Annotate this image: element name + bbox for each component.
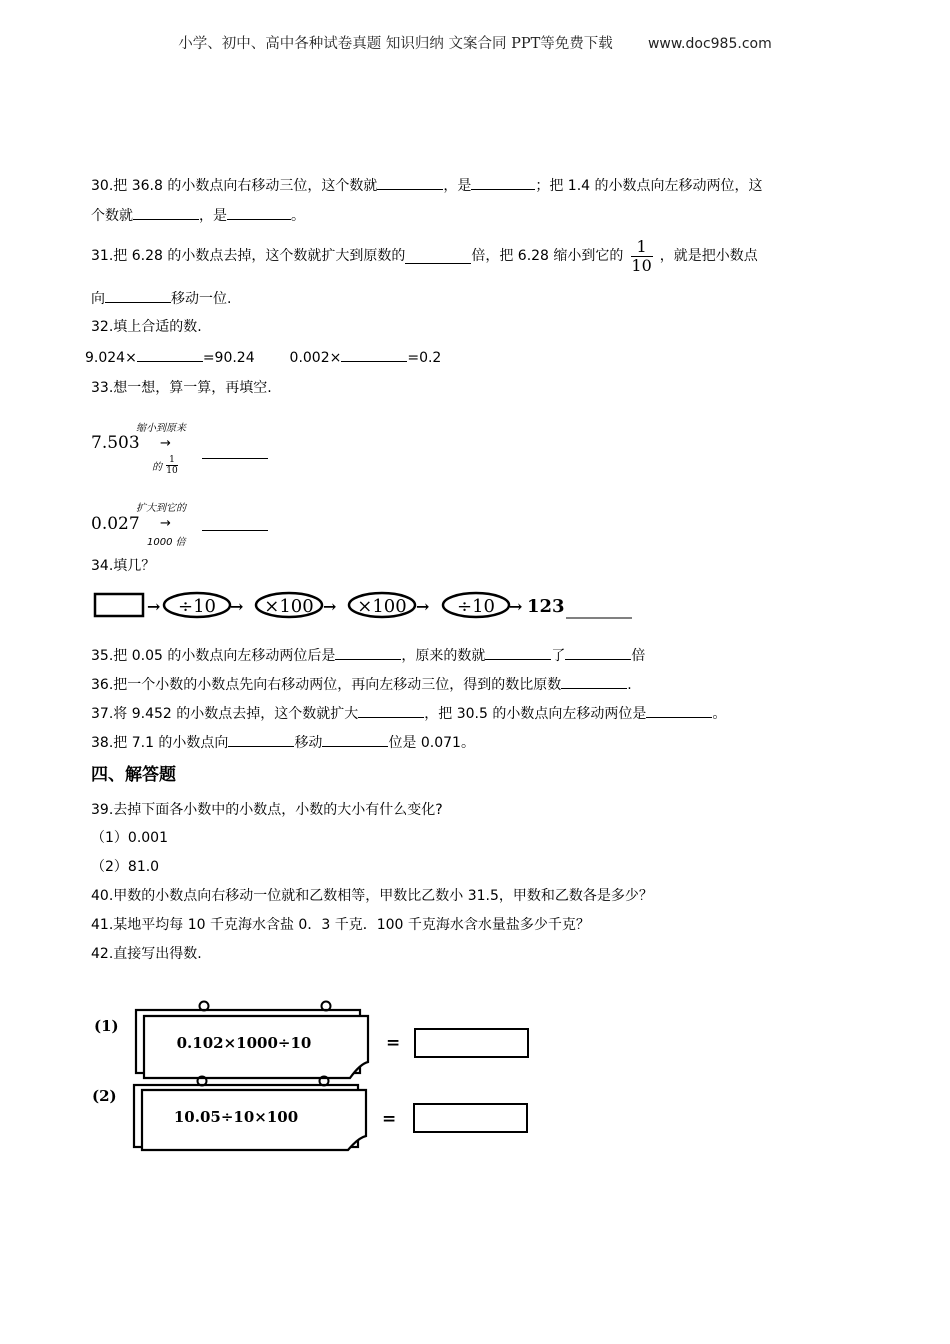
q33-row1-label-bottom: 的 $\frac{1}{10}$	[152, 455, 178, 476]
q33-row2-number: 0.027	[91, 514, 140, 534]
answer-blank[interactable]	[341, 347, 407, 362]
fraction-one-tenth: $\frac{1}{10}$	[631, 236, 652, 275]
question-35: 35.把 0.05 的小数点向左移动两位后是 ，原来的数就 了 倍	[91, 645, 645, 666]
answer-box-1[interactable]	[415, 1029, 528, 1057]
q33-row1-label-top: 缩小到原来	[136, 423, 186, 434]
question-30-line-2: 个数就 ，是 。	[91, 205, 305, 226]
question-41: 41.某地平均每 10 千克海水含盐 0．3 千克．100 千克海水含水量盐多少千克？	[91, 917, 590, 933]
question-36: 36.把一个小数的小数点先向右移动两位，再向左移动三位，得到的数比原数 .	[91, 674, 632, 695]
answer-blank[interactable]	[227, 205, 291, 220]
start-box[interactable]	[95, 594, 143, 616]
header-url: www.doc985.com	[647, 36, 772, 52]
answer-blank[interactable]	[105, 288, 171, 303]
equals-sign: =	[386, 1033, 401, 1053]
operation-label-2: ×100	[264, 596, 314, 617]
answer-blank[interactable]	[565, 645, 631, 660]
result-value: 123	[527, 596, 565, 617]
question-31-line-2: 向 移动一位.	[91, 288, 231, 309]
operation-chain-diagram	[90, 588, 650, 624]
question-40: 40.甲数的小数点向右移动一位就和乙数相等，甲数比乙数小 31.5，甲数和乙数各是多少？	[91, 888, 653, 904]
operation-label-1: ÷10	[178, 596, 216, 617]
q33-row2-label-top: 扩大到它的	[136, 503, 186, 514]
answer-blank[interactable]	[405, 249, 471, 264]
operation-label-3: ×100	[357, 596, 407, 617]
answer-blank[interactable]	[358, 703, 424, 718]
question-37: 37.将 9.452 的小数点去掉，这个数就扩大 ，把 30.5 的小数点向左移动两位是 。	[91, 703, 726, 724]
question-30-line-1: 30.把 36.8 的小数点向右移动三位，这个数就 ，是 ；把 1.4 的小数点向左移动两位，这	[91, 175, 763, 196]
question-39-item-2: （2）81.0	[91, 859, 160, 875]
arrow-icon: →	[416, 597, 430, 616]
answer-blank[interactable]	[335, 645, 401, 660]
arrow-icon: →	[323, 597, 337, 616]
equals-sign: =	[382, 1109, 397, 1129]
answer-blank[interactable]	[133, 205, 199, 220]
question-39-title: 39.去掉下面各小数中的小数点，小数的大小有什么变化?	[91, 802, 443, 818]
question-32-row: 9.024× =90.24 0.002× =0.2	[85, 347, 441, 368]
q33-row2-label-bottom: 1000 倍	[147, 537, 186, 548]
answer-blank[interactable]	[471, 175, 535, 190]
answer-blank[interactable]	[202, 444, 268, 459]
direct-calculation-diagram	[88, 998, 538, 1153]
answer-blank[interactable]	[377, 175, 443, 190]
section-heading: 四、解答题	[91, 765, 176, 785]
arrow-icon: →	[147, 597, 161, 616]
arrow-icon: →	[509, 597, 523, 616]
question-34-title: 34.填几？	[91, 558, 156, 574]
answer-blank[interactable]	[228, 732, 294, 747]
expression-1: 0.102×1000÷10	[176, 1034, 312, 1052]
answer-blank[interactable]	[202, 516, 268, 531]
header-text: 小学、初中、高中各种试卷真题 知识归纳 文案合同 PPT等免费下载	[178, 36, 613, 52]
arrow-icon: →	[160, 516, 171, 531]
question-39-item-1: （1）0.001	[91, 830, 168, 846]
question-33-title: 33.想一想，算一算，再填空.	[91, 380, 272, 396]
answer-blank[interactable]	[137, 347, 203, 362]
answer-box-2[interactable]	[414, 1104, 527, 1132]
answer-blank[interactable]	[485, 645, 551, 660]
answer-blank[interactable]	[322, 732, 388, 747]
question-38: 38.把 7.1 的小数点向 移动 位是 0.071。	[91, 732, 475, 753]
page-header	[0, 32, 950, 53]
question-32-title: 32.填上合适的数.	[91, 319, 202, 335]
item-label-1: (1)	[94, 1017, 119, 1035]
q33-row1-number: 7.503	[91, 433, 140, 453]
answer-blank[interactable]	[646, 703, 712, 718]
arrow-icon: →	[230, 597, 244, 616]
answer-blank[interactable]	[561, 674, 627, 689]
operation-label-4: ÷10	[457, 596, 495, 617]
fraction-one-tenth: $\frac{1}{10}$	[166, 455, 178, 476]
expression-2: 10.05÷10×100	[173, 1108, 299, 1126]
question-42-title: 42.直接写出得数.	[91, 946, 202, 962]
question-31-line-1: 31.把 6.28 的小数点去掉，这个数就扩大到原数的 倍，把 6.28 缩小到它的 $\frac{1}{10}$ ，就是把小数点	[91, 236, 758, 275]
arrow-icon: →	[160, 436, 171, 451]
item-label-2: (2)	[92, 1087, 117, 1105]
